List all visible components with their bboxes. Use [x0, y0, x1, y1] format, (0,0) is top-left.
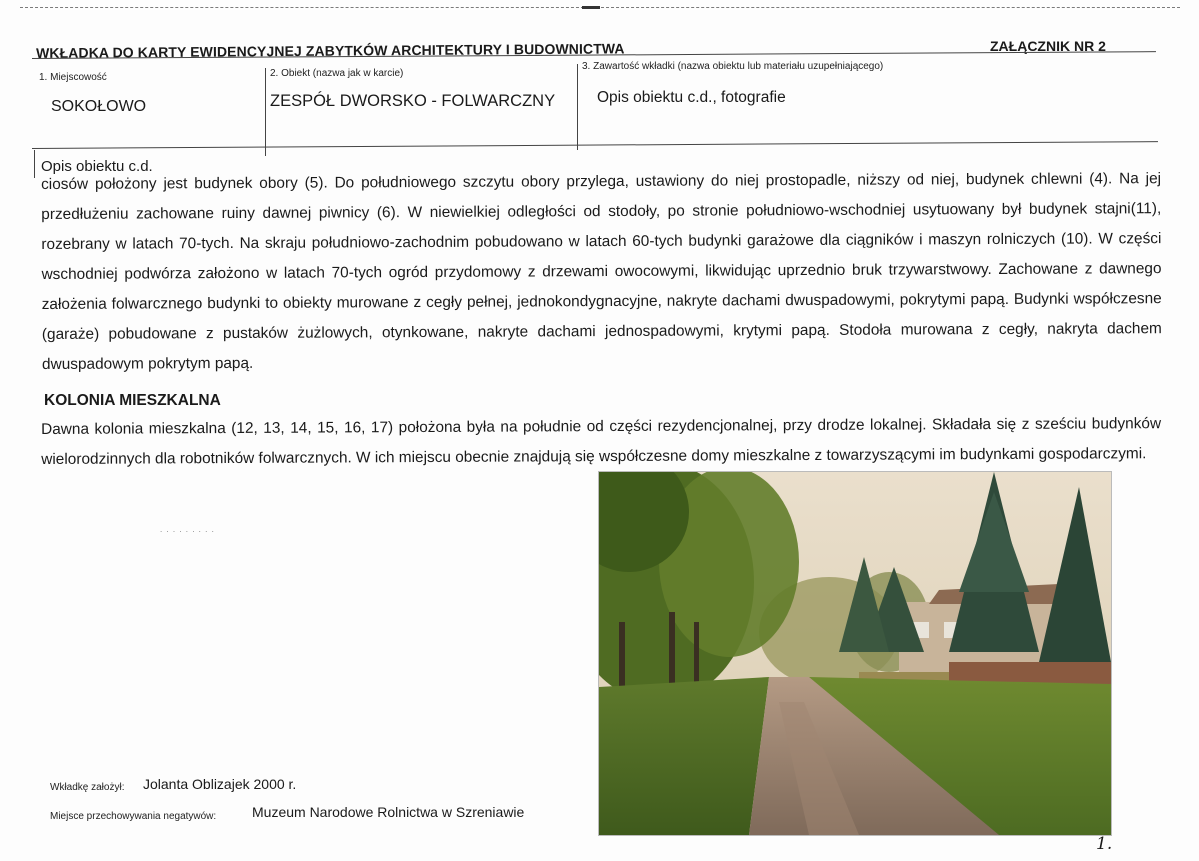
stray-dots: . . . . . . . . .: [160, 525, 215, 534]
object-label: 2. Obiekt (nazwa jak w karcie): [270, 68, 404, 79]
scan-top-mark: [582, 6, 600, 9]
scan-top-dashed-line: [20, 7, 1180, 8]
header-rule-bottom: [32, 141, 1158, 149]
section-left-rule: [34, 150, 35, 178]
annex-label: ZAŁĄCZNIK NR 2: [990, 38, 1106, 54]
section-heading: Opis obiektu c.d.: [41, 158, 153, 175]
contents-label: 3. Zawartość wkładki (nazwa obiektu lub materiału uzupełniającego): [582, 61, 884, 72]
description-paragraph-1: ciosów położony jest budynek obory (5). Do południowego szczytu obory przylega, ustawiony do niej prostopadle, niższy od niej, budynek chlewni (4). Na jej przedłużeniu zachowane ruiny dawnej piwnicy (6). W niewielkiej odległości od stodoły, po stronie południowo-wschodniej usytuowany był budynek stajni(11), rozebrany w latach 70-tych. Na skraju południowo-zachodnim pobudowano w latach 60-tych budynki garażowe dla ciągników i maszyn rolniczych (10). W części wschodniej podwórza założono w latach 70-tych ogród przydomowy z drzewami owocowymi, likwidując uprzednio bruk trzywarstwowy. Zachowane z dawnego założenia folwarcznego budynki to obiekty murowane z cegły pełnej, jednokondygnacyjne, nakryte dachami dwuspadowymi, pokrytymi papą. Budynki współczesne (garaże) pobudowane z pustaków żużlowych, otynkowane, nakryte dachami jednospadowymi, krytymi papą. Stodoła murowana z cegły, nakryta dachem dwuspadowym pokrytym papą.: [41, 170, 1162, 373]
photo-grass-left: [599, 677, 769, 835]
locality-label: 1. Miejscowość: [39, 72, 107, 83]
locality-value: SOKOŁOWO: [51, 98, 147, 115]
site-photograph: [598, 471, 1112, 836]
document-title: WKŁADKA DO KARTY EWIDENCYJNEJ ZABYTKÓW ARCHITEKTURY I BUDOWNICTWA: [36, 40, 625, 61]
storage-value: Muzeum Narodowe Rolnictwa w Szreniawie: [252, 804, 525, 820]
header-divider-2: [577, 64, 578, 150]
description-paragraph-2: Dawna kolonia mieszkalna (12, 13, 14, 15, 16, 17) położona była na południe od części rezydencjonalnej, przy drodze lokalnej. Składała się z sześciu budynków wielorodzinnych dla robotników folwarcznych. W ich miejscu obecnie znajdują się współczesne domy mieszkalne z towarzyszącymi im budynkami gospodarczymi.: [41, 415, 1162, 468]
page-number: 1.: [1096, 834, 1113, 854]
subheading-kolonia: KOLONIA MIESZKALNA: [44, 392, 221, 409]
photo-drawing: [599, 472, 1111, 835]
author-label: Wkładkę założył:: [50, 782, 125, 793]
object-value: ZESPÓŁ DWORSKO - FOLWARCZNY: [270, 92, 556, 110]
author-value: Jolanta Oblizajek 2000 r.: [143, 776, 297, 792]
contents-value: Opis obiektu c.d., fotografie: [597, 89, 786, 106]
header-divider-1: [265, 68, 266, 156]
storage-label: Miejsce przechowywania negatywów:: [50, 811, 217, 822]
